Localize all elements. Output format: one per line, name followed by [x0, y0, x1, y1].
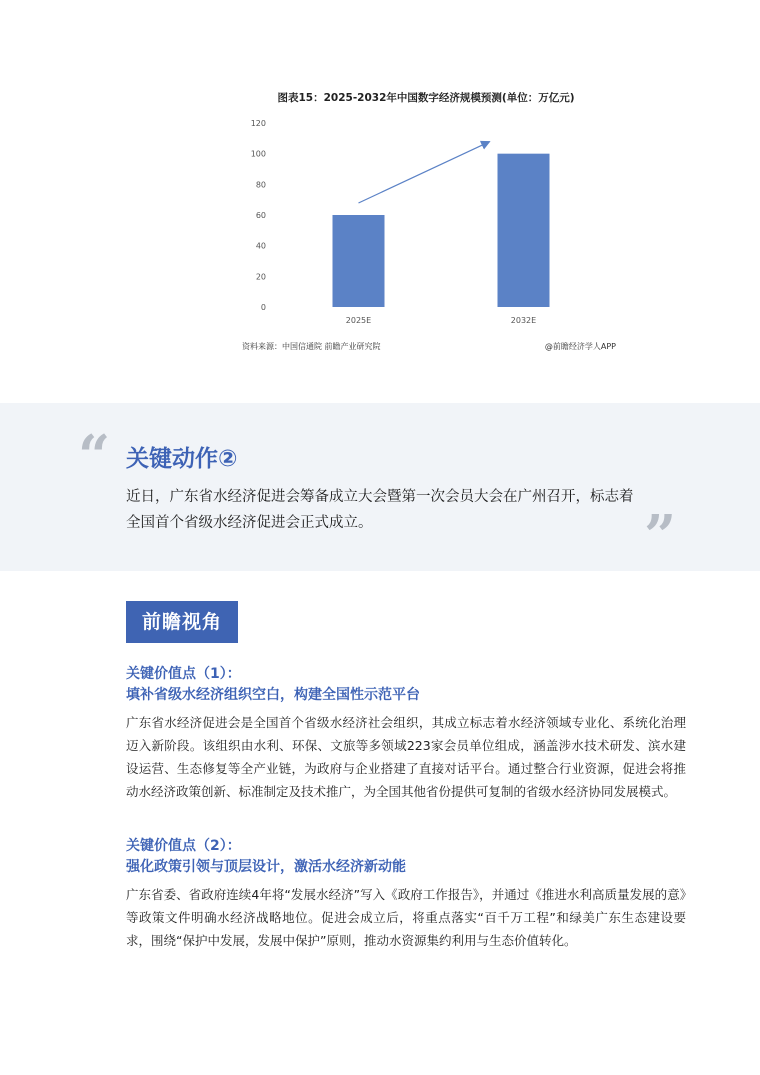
x-tick-label: 2025E: [345, 316, 372, 325]
key-action-body: 近日，广东省水经济促进会筹备成立大会暨第一次会员大会在广州召开，标志着全国首个省级水经济促进会正式成立。: [126, 489, 634, 531]
y-tick-label: 20: [255, 272, 266, 282]
chart-title: 图表15：2025-2032年中国数字经济规模预测(单位：万亿元): [277, 92, 575, 104]
section-badge: 前瞻视角: [126, 601, 238, 643]
x-tick-label: 2032E: [510, 316, 537, 325]
key-action-heading: 关键动作②: [126, 446, 238, 472]
value-point-headline: 强化政策引领与顶层设计，激活水经济新动能: [126, 859, 406, 875]
chart-credit: @前瞻经济学人APP: [544, 342, 616, 351]
close-quote-icon: ”: [644, 503, 677, 569]
y-tick-label: 120: [250, 119, 266, 128]
bar-chart: [236, 84, 616, 356]
y-tick-label: 80: [255, 180, 266, 190]
value-point-label: 关键价值点（2）：: [126, 838, 241, 854]
trend-arrow: [359, 142, 490, 203]
value-point-body: 广东省委、省政府连续4年将“发展水经济”写入《政府工作报告》，并通过《推进水利高质量发展的意》等政策文件明确水经济战略地位。促进会成立后，将重点落实“百千万工程”和绿美广东生态建设要求，围绕“保护中发展，发展中保护”原则，推动水资源集约利用与生态价值转化。: [126, 887, 686, 948]
y-tick-label: 40: [255, 241, 266, 251]
bar-2025E: [333, 215, 385, 307]
value-point-headline: 填补省级水经济组织空白，构建全国性示范平台: [126, 687, 420, 703]
value-point-body: 广东省水经济促进会是全国首个省级水经济社会组织，其成立标志着水经济领域专业化、系统化治理迈入新阶段。该组织由水利、环保、文旅等多领域223家会员单位组成，涵盖涉水技术研发、滨水建设运营、生态修复等全产业链，为政府与企业搭建了直接对话平台。通过整合行业资源，促进会将推动水经济政策创新、标准制定及技术推广，为全国其他省份提供可复制的省级水经济协同发展模式。: [126, 715, 686, 799]
chart-figure: [236, 84, 616, 356]
y-tick-label: 60: [255, 211, 266, 220]
open-quote-icon: “: [78, 423, 111, 489]
y-tick-label: 0: [260, 303, 266, 312]
value-point-label: 关键价值点（1）：: [126, 666, 241, 682]
chart-source: 资料来源：中国信通院 前瞻产业研究院: [242, 342, 381, 351]
y-tick-label: 100: [250, 149, 266, 159]
bar-2032E: [498, 154, 550, 307]
